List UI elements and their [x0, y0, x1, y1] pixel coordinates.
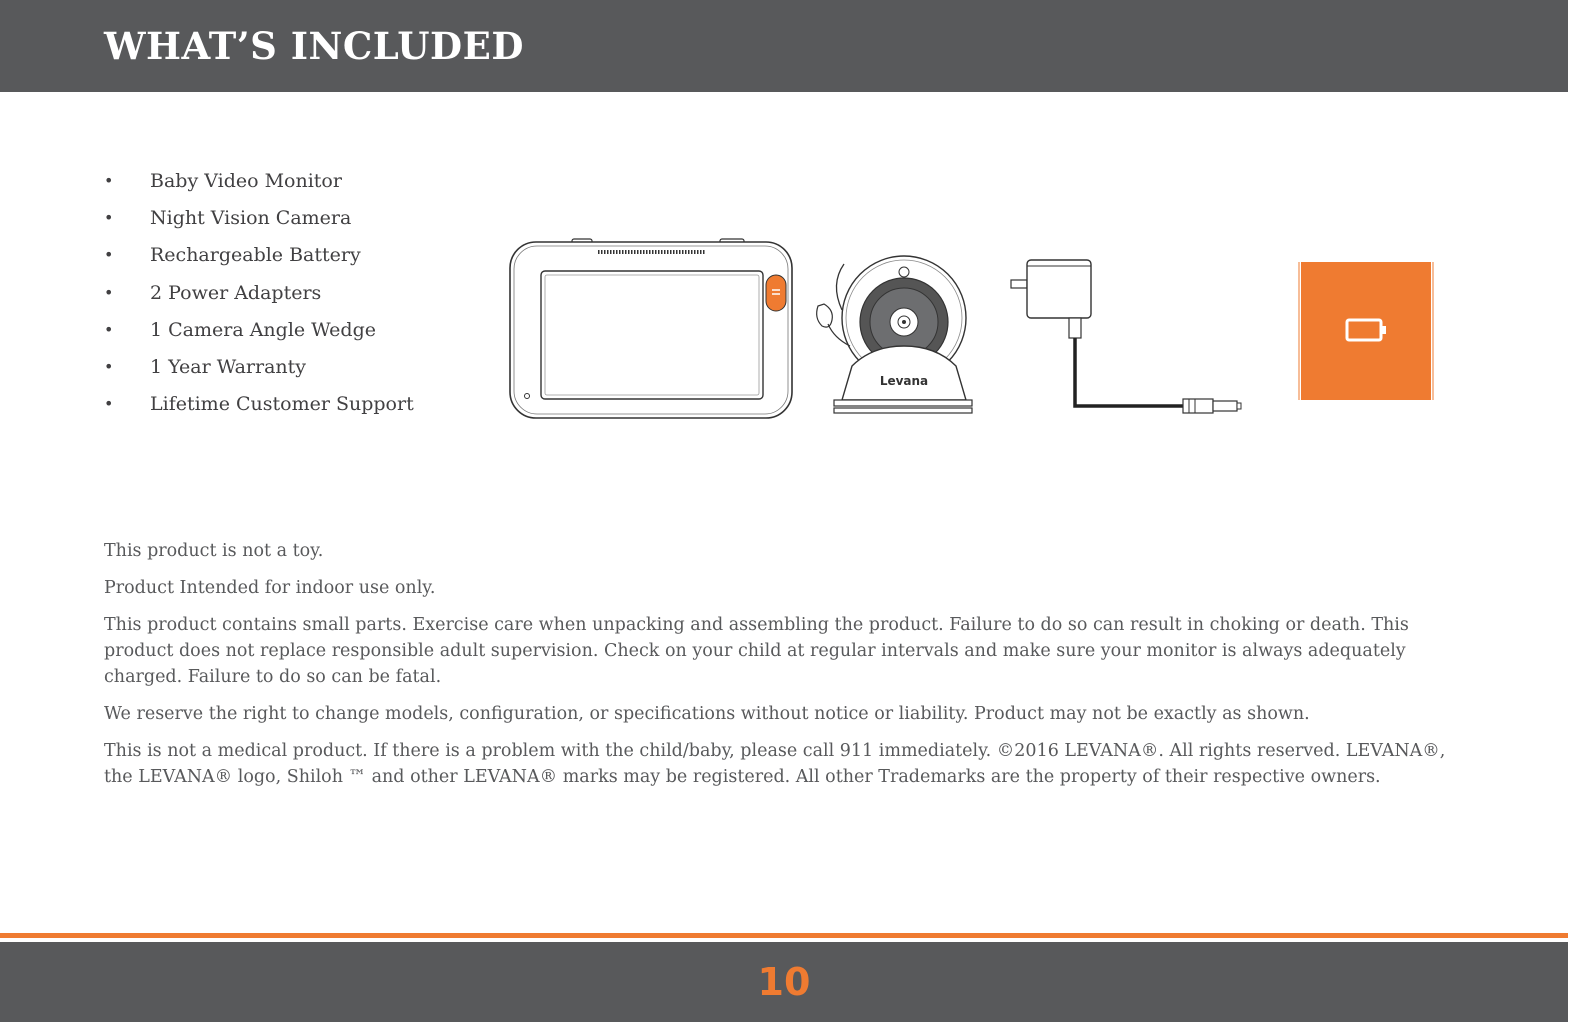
- bullet: •: [104, 208, 114, 228]
- list-item: [104, 201, 414, 238]
- list-item: [104, 387, 414, 424]
- list-item-label: 1 Camera Angle Wedge: [150, 318, 376, 341]
- page-title: WHAT’S INCLUDED: [104, 24, 524, 68]
- list-item-label: Night Vision Camera: [150, 207, 352, 230]
- bullet: •: [104, 319, 114, 339]
- included-items-list: [104, 164, 414, 424]
- list-item: [104, 164, 414, 201]
- list-item-label: Baby Video Monitor: [150, 170, 342, 192]
- list-item: [104, 238, 414, 275]
- paragraph: Product Intended for indoor use only.: [104, 578, 436, 598]
- list-item-label: Rechargeable Battery: [150, 244, 361, 267]
- bullet: •: [104, 245, 114, 265]
- power-adapter-illustration: [1005, 256, 1245, 416]
- footer-accent-line: [0, 933, 1568, 938]
- bullet: •: [104, 356, 114, 376]
- bullet: •: [104, 171, 114, 190]
- paragraph: This product is not a toy.: [104, 541, 324, 561]
- product-illustrations: [500, 232, 1450, 427]
- paragraph: We reserve the right to change models, configuration, or specifications without notice or liability. Product may not be exactly as shown.: [104, 704, 1310, 724]
- rechargeable-battery-illustration: [1298, 260, 1436, 402]
- night-vision-camera-illustration: [812, 254, 977, 419]
- list-item: [104, 276, 414, 313]
- video-monitor-illustration: [508, 237, 796, 422]
- camera-brand-text: Levana: [879, 374, 929, 388]
- list-item-label: 1 Year Warranty: [150, 355, 307, 378]
- bullet: •: [104, 394, 114, 414]
- paragraph: This product contains small parts. Exercise care when unpacking and assembling the product. Failure to do so can result in choking or death. This product does not replace responsible adult supervision. Check on your child at regular intervals and make sure your monitor is always adequately charged. Failure to do so can be fatal.: [104, 615, 1409, 687]
- list-item-label: 2 Power Adapters: [150, 281, 322, 304]
- list-item-label: Lifetime Customer Support: [150, 393, 414, 416]
- header-bar: [0, 0, 1568, 92]
- disclaimer-text: [104, 538, 1474, 801]
- list-item: [104, 313, 414, 350]
- paragraph: This is not a medical product. If there is a problem with the child/baby, please call 911 immediately. ©2016 LEVANA®. All rights reserved. LEVANA®, the LEVANA® logo, Shiloh ™ and other LEVANA® marks may be registered. All other Trademarks are the property of their respective owners.: [104, 741, 1446, 787]
- list-item: [104, 350, 414, 387]
- page-number: 10: [757, 960, 811, 1004]
- page-margin: [1568, 0, 1581, 1022]
- bullet: •: [104, 282, 114, 302]
